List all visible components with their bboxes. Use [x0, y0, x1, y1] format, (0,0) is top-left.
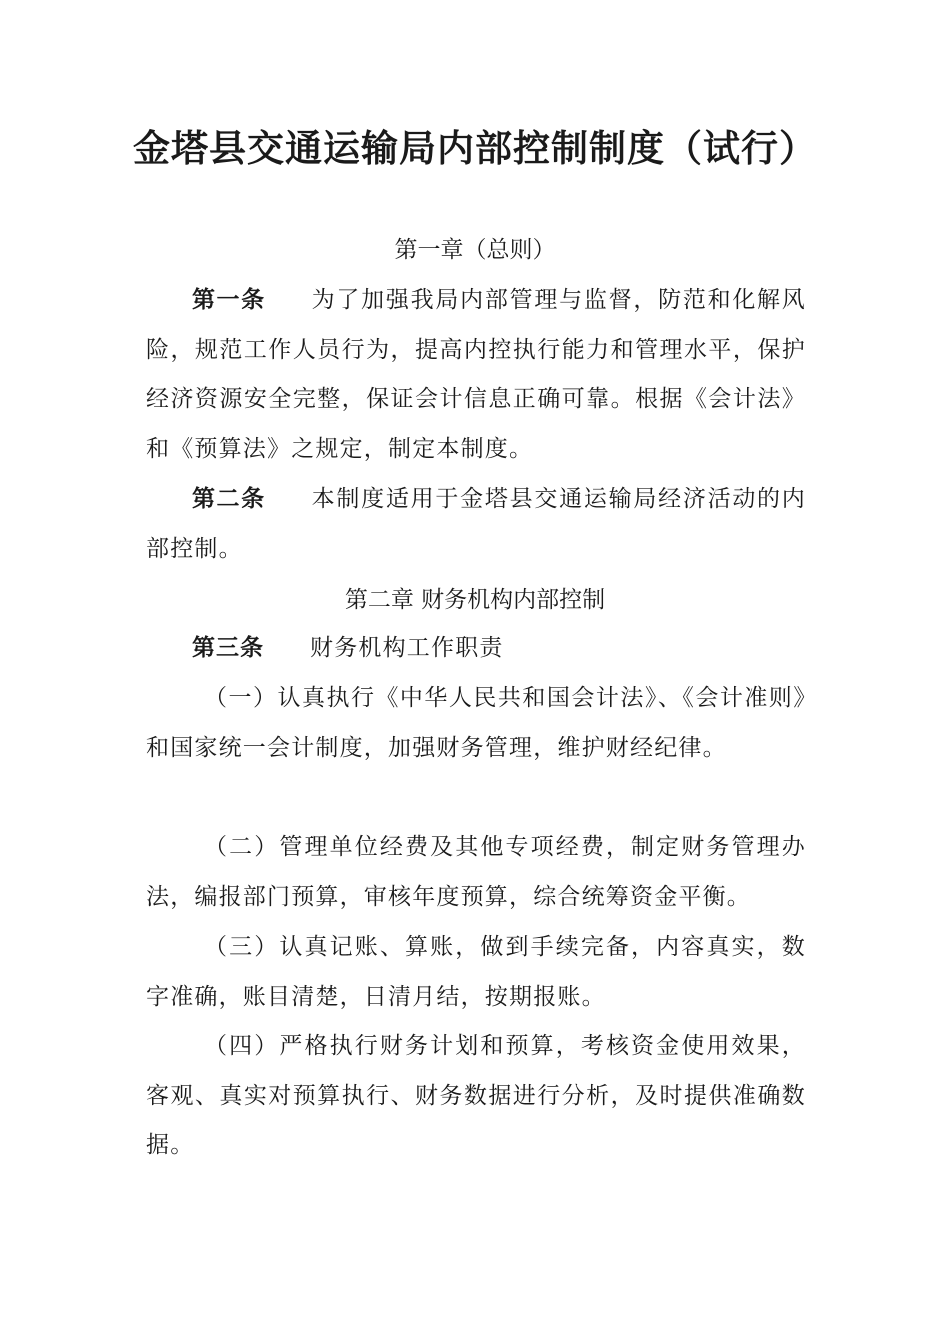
- document-title: 金塔县交通运输局内部控制制度（试行）: [133, 126, 817, 170]
- clause-paragraph: [146, 674, 806, 773]
- article-label: 第三条: [192, 635, 264, 661]
- clause-paragraph: [146, 923, 806, 1022]
- article-label: 第二条: [192, 486, 266, 512]
- chapter-heading: 第二章 财务机构内部控制: [344, 587, 606, 613]
- chapter-heading: 第一章（总则）: [394, 237, 556, 263]
- clause-paragraph: [146, 823, 806, 922]
- article-text: 本制度适用于金塔县交通运输局经济活动的内部控制。: [146, 486, 807, 562]
- article-paragraph: [146, 276, 806, 474]
- clause-text: （二）管理单位经费及其他专项经费，制定财务管理办法，编报部门预算，审核年度预算，综合统筹资金平衡。: [146, 834, 806, 910]
- clause-paragraph: [146, 1022, 806, 1171]
- clause-text: （一）认真执行《中华人民共和国会计法》、《会计准则》和国家统一会计制度，加强财务管理，维护财经纪律。: [146, 685, 806, 761]
- article-paragraph: [146, 624, 806, 674]
- article-paragraph: [146, 475, 806, 574]
- article-label: 第一条: [192, 287, 266, 313]
- clause-text: （四）严格执行财务计划和预算，考核资金使用效果，客观、真实对预算执行、财务数据进行分析，及时提供准确数据。: [146, 1033, 806, 1158]
- clause-text: （三）认真记账、算账，做到手续完备，内容真实，数字准确，账目清楚，日清月结，按期报账。: [146, 934, 806, 1010]
- article-text: 财务机构工作职责: [310, 635, 504, 661]
- article-text: 为了加强我局内部管理与监督，防范和化解风险，规范工作人员行为，提高内控执行能力和管理水平，保护经济资源安全完整，保证会计信息正确可靠。根据《会计法》和《预算法》之规定，制定本制度。: [146, 287, 807, 462]
